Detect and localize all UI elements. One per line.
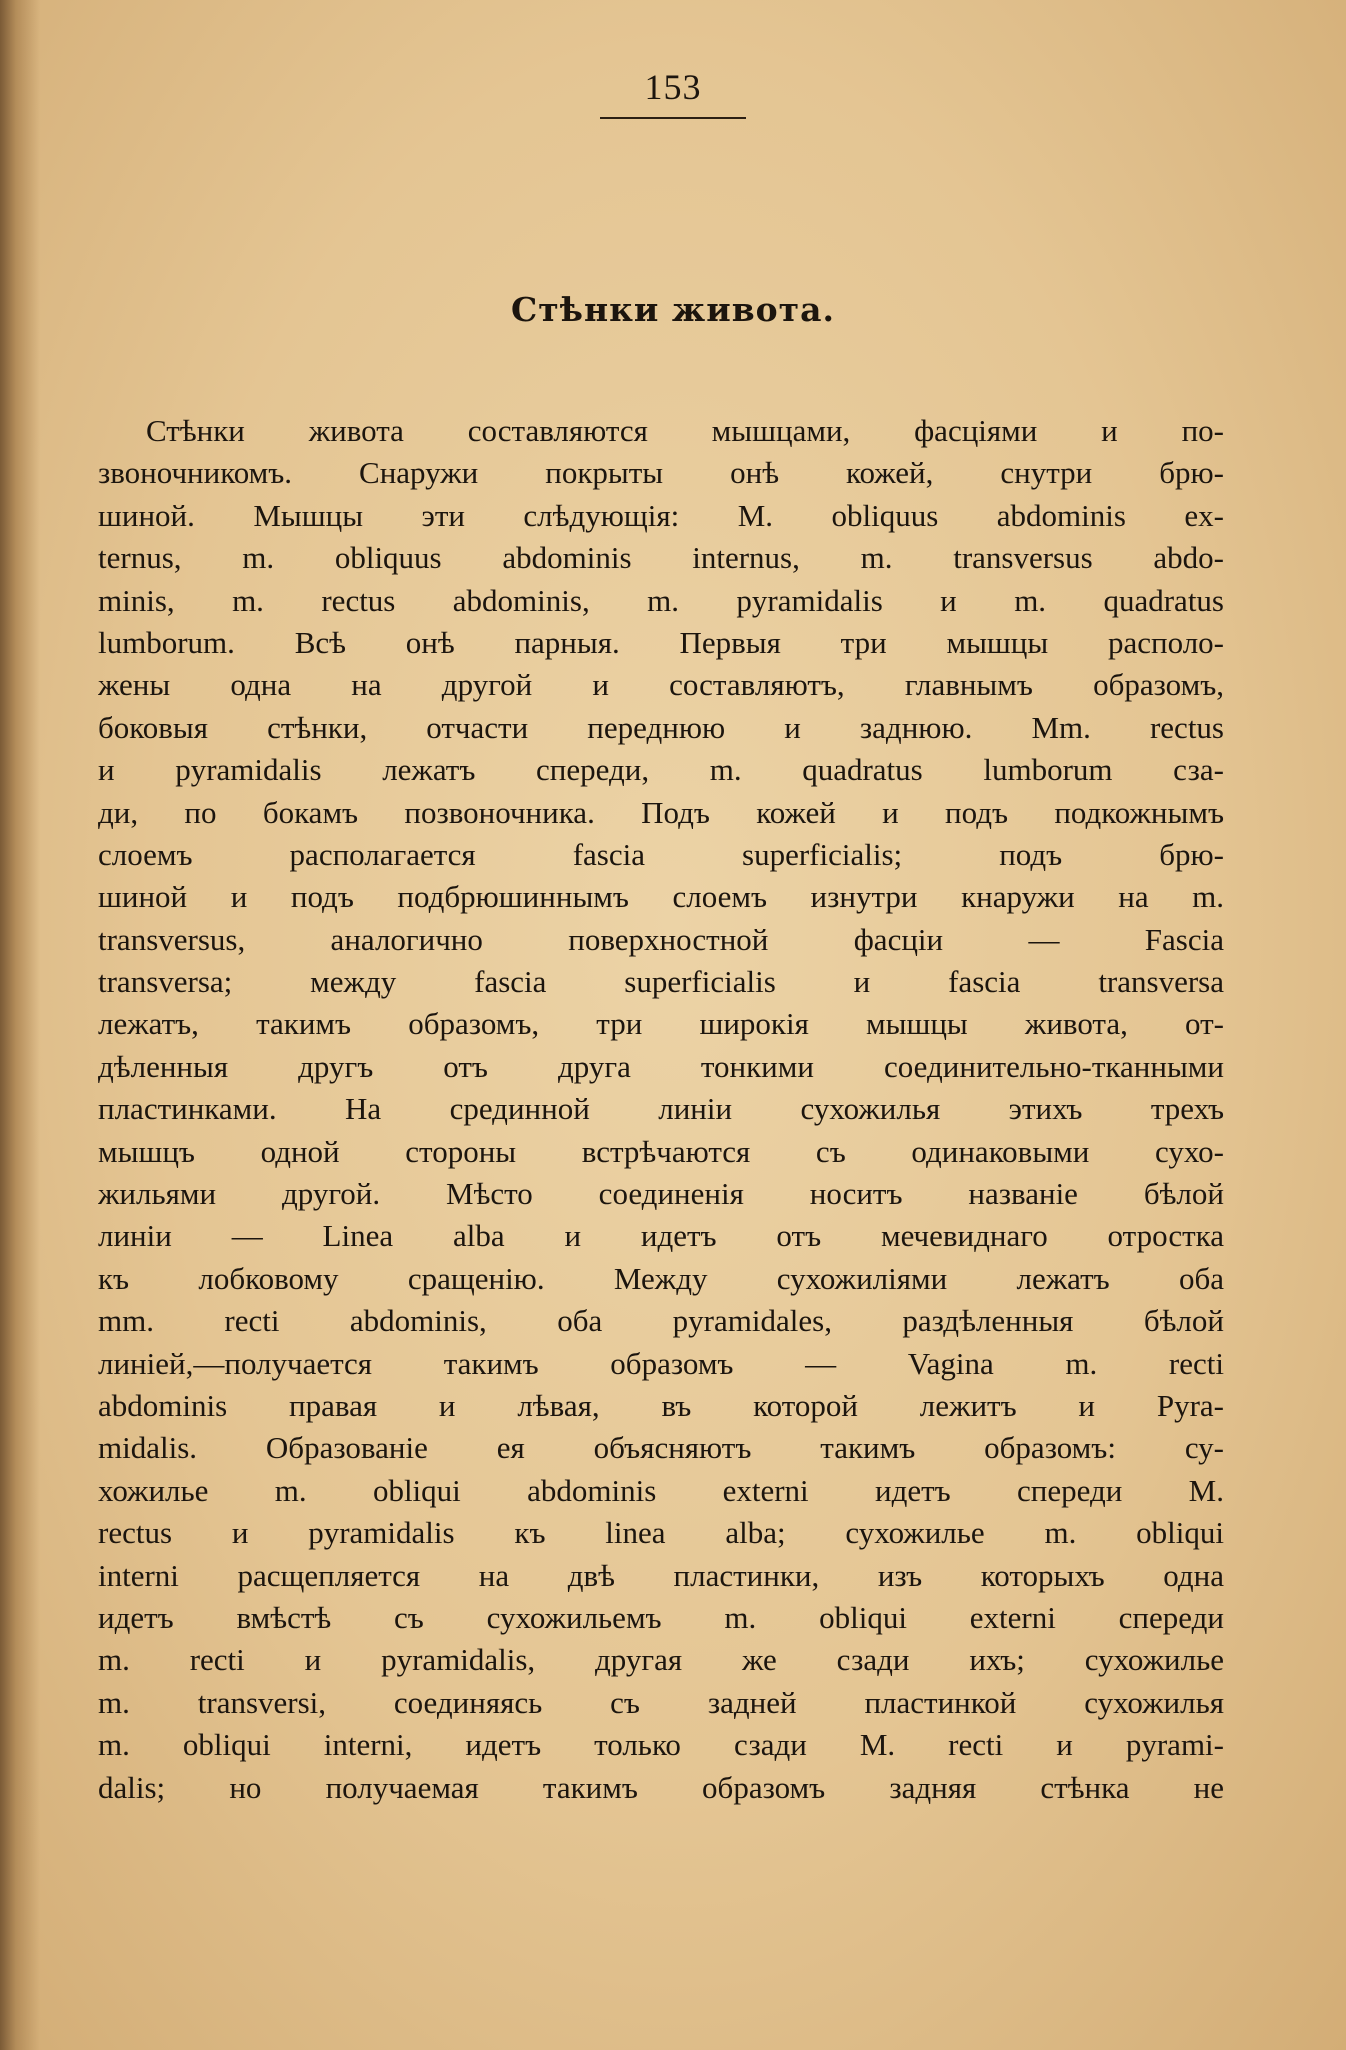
text-line: лежатъ, такимъ образомъ, три широкія мышцы живота, от- (98, 1006, 1224, 1042)
text-line: къ лобковому сращенію. Между сухожиліями лежатъ оба (98, 1260, 1224, 1296)
body-paragraph (98, 410, 1224, 1809)
text-line: дѣленныя другъ отъ друга тонкими соединительно-тканными (98, 1048, 1224, 1084)
text-line: transversus, аналогично поверхностной фасціи — Fascia (98, 921, 1224, 957)
text-line: звоночникомъ. Снаружи покрыты онѣ кожей, снутри брю- (98, 455, 1224, 491)
text-line: m. transversi, соединяясь съ задней пластинкой сухожилья (98, 1684, 1224, 1720)
text-line: шиной. Мышцы эти слѣдующія: M. obliquus abdominis ex- (98, 497, 1224, 533)
text-line: transversa; между fascia superficialis и fascia transversa (98, 964, 1224, 1000)
text-line: interni расщепляется на двѣ пластинки, изъ которыхъ одна (98, 1557, 1224, 1593)
section-heading: Стѣнки живота. (511, 290, 835, 329)
text-line: и pyramidalis лежатъ спереди, m. quadratus lumborum сза- (98, 752, 1224, 788)
text-line: mm. recti abdominis, оба pyramidales, раздѣленныя бѣлой (98, 1303, 1224, 1339)
text-line: Стѣнки живота составляются мышцами, фасціями и по- (146, 413, 1224, 448)
text-line: dalis; но получаемая такимъ образомъ задняя стѣнка не (98, 1769, 1224, 1805)
text-line: слоемъ располагается fascia superficialis; подъ брю- (98, 836, 1224, 872)
text-line: m. recti и pyramidalis, другая же сзади ихъ; сухожилье (98, 1642, 1224, 1678)
text-line: линіи — Linea alba и идетъ отъ мечевиднаго отростка (98, 1218, 1224, 1254)
text-line: шиной и подъ подбрюшиннымъ слоемъ изнутри кнаружи на m. (98, 879, 1224, 915)
text-line: ди, по бокамъ позвоночника. Подъ кожей и подъ подкожнымъ (98, 794, 1224, 830)
text-line: жены одна на другой и составляютъ, главнымъ образомъ, (98, 667, 1224, 703)
text-line: хожилье m. obliqui abdominis externi идетъ спереди M. (98, 1472, 1224, 1508)
text-line: идетъ вмѣстѣ съ сухожильемъ m. obliqui externi спереди (98, 1599, 1224, 1635)
text-line: пластинками. На срединной линіи сухожилья этихъ трехъ (98, 1091, 1224, 1127)
text-line: minis, m. rectus abdominis, m. pyramidalis и m. quadratus (98, 582, 1224, 618)
text-line: rectus и pyramidalis къ linea alba; сухожилье m. obliqui (98, 1515, 1224, 1551)
text-line: lumborum. Всѣ онѣ парныя. Первыя три мышцы располо- (98, 624, 1224, 660)
text-line: m. obliqui interni, идетъ только сзади M. recti и pyrami- (98, 1727, 1224, 1763)
text-line: abdominis правая и лѣвая, въ которой лежитъ и Pyra- (98, 1387, 1224, 1423)
text-line: боковыя стѣнки, отчасти переднюю и заднюю. Mm. rectus (98, 709, 1224, 745)
text-line: линіей,—получается такимъ образомъ — Vagina m. recti (98, 1345, 1224, 1381)
text-line: мышцъ одной стороны встрѣчаются съ одинаковыми сухо- (98, 1133, 1224, 1169)
text-line: ternus, m. obliquus abdominis internus, m. transversus abdo- (98, 540, 1224, 576)
text-line: midalis. Образованіе ея объясняютъ такимъ образомъ: су- (98, 1430, 1224, 1466)
page-number: 153 (644, 67, 702, 107)
text-line: жильями другой. Мѣсто соединенія носитъ названіе бѣлой (98, 1176, 1224, 1212)
page-number-rule (600, 117, 746, 119)
